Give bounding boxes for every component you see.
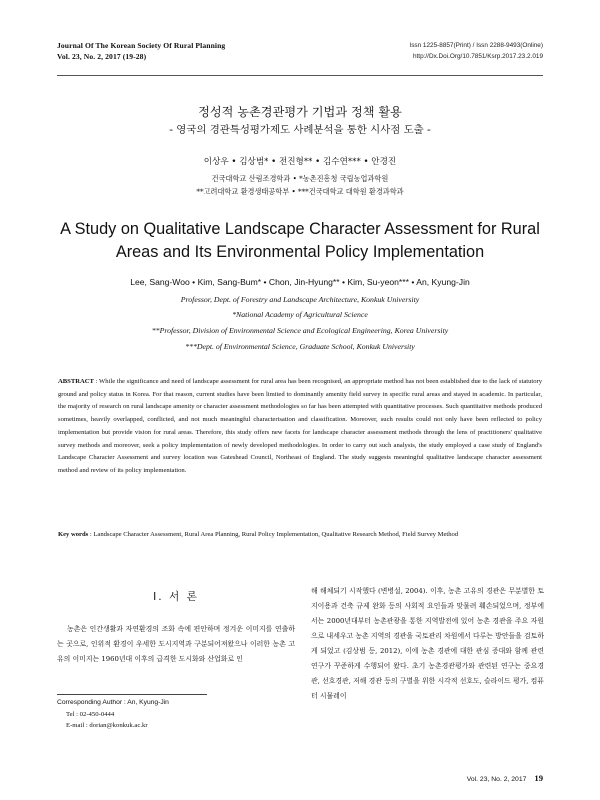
english-affiliation: ***Dept. of Environmental Science, Graduate School, Konkuk University	[185, 342, 415, 351]
abstract-text: : While the significance and need of landscape assessment for rural area has been recognised, an appropriate method has not been established due to the lack of statutory ground and policy status in Korea. For that reason, current studies have been limited to dominantly amenity field survey in specific rural areas and stayed in academic. In particular, the majority of research on rural landscape amenity or character assessment methodologies so far has been attempted with quantitative processes. Such quantitative methods produced sometimes, heavily overlapped, conflicted, and not much meaningful characterisation and classification. Moreover, such results could not only have been reflected to policy implementation but provide vision for rural areas. Therefore, this study offers new facets for landscape character assessment methods through the lens of practitioners' qualitative survey methods and moreover, seek a policy implementation of newly developed methodologies. In order to carry out such analysis, the study employed a case study of England's Landscape Character Assessment and survey location was Gateshead Council, Northeast of England. The study suggests meaningful qualitative landscape character assessment method and review of its policy implementation.	[58, 378, 543, 474]
journal-name: Journal Of The Korean Society Of Rural Planning	[57, 41, 226, 50]
issn: Issn 1225-8857(Print) / Issn 2288-9493(Online)	[409, 42, 543, 49]
keywords-label: Key words	[58, 531, 89, 538]
corresponding-tel: Tel : 02-450-0444	[66, 710, 115, 718]
korean-title: 정성적 농촌경관평가 기법과 정책 활용	[198, 105, 402, 119]
journal-header	[57, 40, 317, 62]
english-title-line: Areas and Its Environmental Policy Implementation	[115, 242, 485, 261]
english-authors: Lee, Sang-Woo • Kim, Sang-Bum* • Chon, Jin-Hyung** • Kim, Su-yeon*** • An, Kyung-Jin	[130, 277, 470, 287]
korean-affiliation: 건국대학교 산림조경학과 • *농촌진흥청 국립농업과학원	[211, 174, 389, 183]
body-column-right: 해 해체되기 시작했다 (변병설, 2004). 이후, 농촌 고유의 경관은 무분별한 토지이용과 건축 규제 완화 등의 사회적 요인들과 맞물려 훼손되었으며, 정부에서는 2000년대부터 농촌관광을 통한 지역발전에 있어 농촌 경관을 주요 자원으로 내세우고 농촌 지역의 경관을 국토관리 차원에서 다루는 방안들을 검토하게 되었고 (김상범 등, 2012), 이에 농촌 경관에 대한 관심 증대와 함께 관련 연구가 꾸준하게 수행되어 왔다. 초기 농촌경관평가와 관련된 연구는 중요경관, 선호경관, 저해 경관 등의 구별을 위한 시각적 선호도, 슬라이드 평가, 컴퓨터 시뮬레이	[311, 587, 544, 700]
footer-issue: Vol. 23, No. 2, 2017	[466, 776, 527, 783]
korean-subtitle: - 영국의 경관특성평가제도 사례분석을 통한 시사점 도출 -	[169, 124, 431, 136]
page-number: 19	[534, 773, 543, 783]
doi[interactable]: http://Dx.Doi.Org/10.7851/Ksrp.2017.23.2.019	[412, 53, 543, 60]
corresponding-author: Corresponding Author : An, Kyung-Jin	[57, 699, 169, 706]
section-heading: I. 서 론	[153, 591, 199, 603]
english-affiliation: Professor, Dept. of Forestry and Landscape Architecture, Konkuk University	[180, 295, 420, 304]
header-divider	[57, 75, 543, 76]
english-affiliation: **Professor, Division of Environmental Science and Ecological Engineering, Korea University	[151, 326, 449, 335]
korean-authors: 이상우 • 김상범* • 전진형** • 김수연*** • 안경진	[203, 157, 397, 167]
issn-header	[303, 40, 543, 62]
abstract	[58, 376, 542, 478]
body-column-left: 농촌은 인간생활과 자연환경의 조화 속에 편안하며 정겨운 이미지를 연출하는 곳으로, 인위적 환경이 우세한 도시지역과 구분되어져왔으나 이러한 농촌 고유의 이미지는 1960년대 이후의 급격한 도시화와 산업화로 인	[57, 625, 295, 663]
corresponding-email[interactable]: E-mail : dorian@konkuk.ac.kr	[66, 722, 148, 729]
footnote-divider	[57, 694, 207, 695]
keywords-text: : Landscape Character Assessment, Rural Area Planning, Rural Policy Implementation, Qualitative Research Method, Field Survey Method	[89, 531, 459, 538]
keywords	[58, 528, 542, 541]
abstract-label: ABSTRACT	[58, 378, 94, 385]
korean-affiliation: **고려대학교 환경생태공학부 • ***건국대학교 대학원 환경과학과	[196, 187, 404, 196]
english-title-line: A Study on Qualitative Landscape Character Assessment for Rural	[60, 220, 540, 238]
correspondence-note	[57, 697, 295, 732]
english-affiliation: *National Academy of Agricultural Science	[232, 310, 368, 319]
page-footer	[467, 773, 543, 783]
english-title	[50, 218, 550, 263]
journal-volume: Vol. 23, No. 2, 2017 (19-28)	[57, 52, 147, 61]
